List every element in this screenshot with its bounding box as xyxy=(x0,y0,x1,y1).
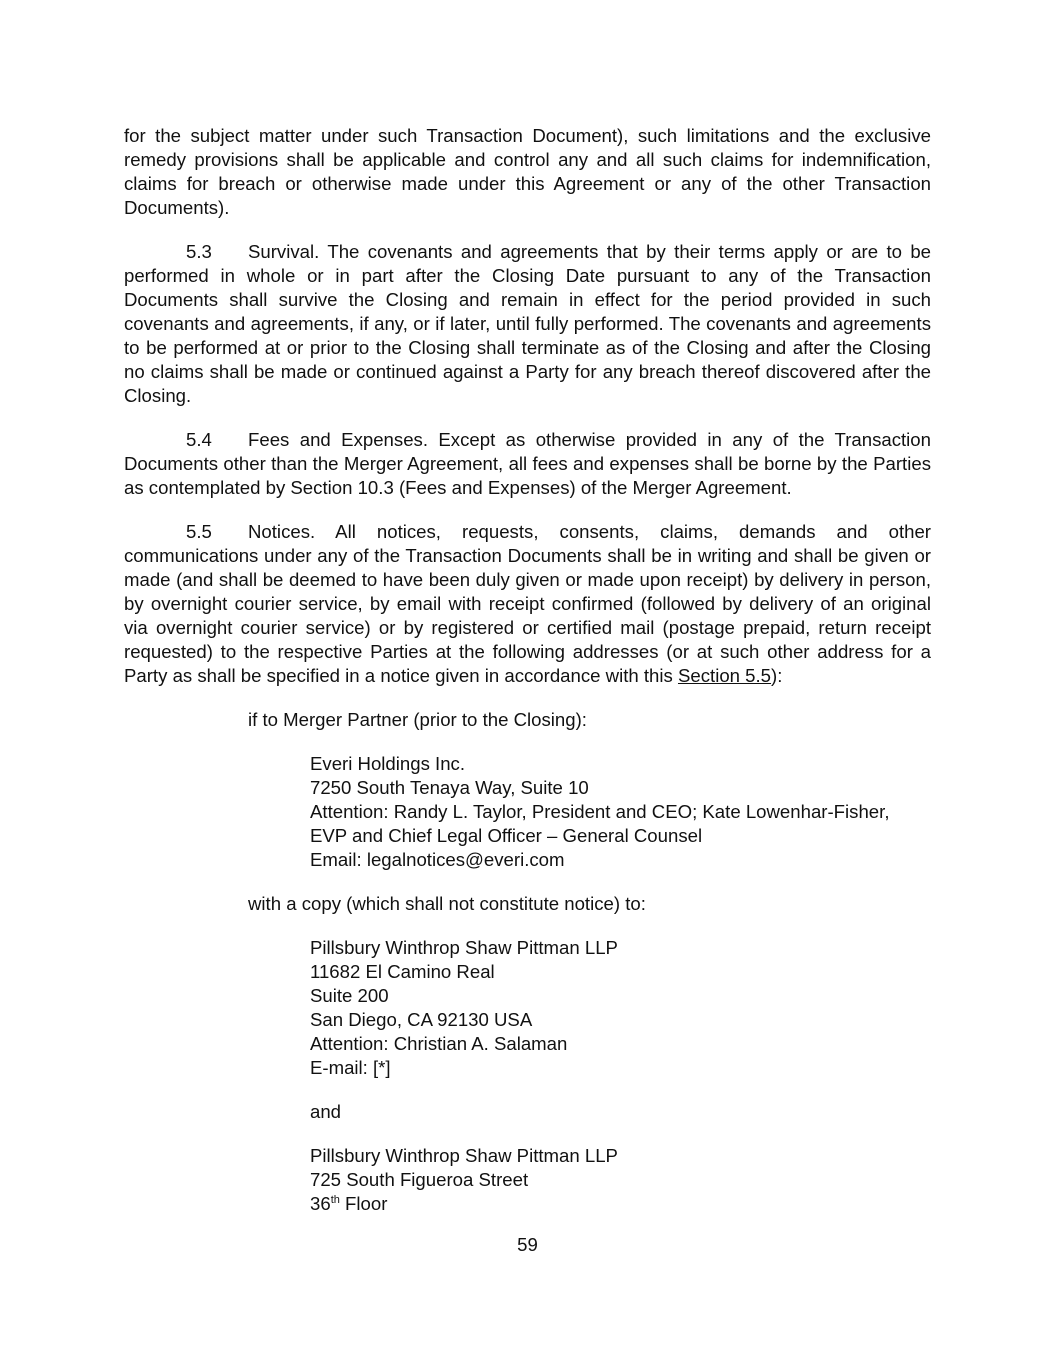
and-connector: and xyxy=(310,1101,342,1122)
section-heading: Notices. xyxy=(248,521,316,542)
section-text: All notices, requests, consents, claims, demands and other communications under any of the Transaction Documents shall be in writing and shall be given or made (and shall be deemed to have been duly given or made upon receipt) by delivery in person, by overnight courier service, by email with receipt confirmed (followed by delivery of an original via overnight courier service) or by registered or certified mail (postage prepaid, return receipt requested) to the respective Parties at the following addresses (or at such other address for a Party as shall be specified in a notice given in accordance with this xyxy=(124,521,931,686)
section-text: Except as otherwise provided in any of the Transaction Documents other than the Merger Agreement, all fees and expenses shall be borne by the Parties as contemplated by Section 10.3 (Fees and Expenses) of the Merger Agreement. xyxy=(124,429,931,498)
address-line: 11682 El Camino Real xyxy=(310,961,495,982)
address-line: Pillsbury Winthrop Shaw Pittman LLP xyxy=(310,937,618,958)
address-everi xyxy=(124,752,931,872)
section-number: 5.4 xyxy=(186,429,212,450)
section-5-5 xyxy=(124,520,931,688)
address-line: Email: legalnotices@everi.com xyxy=(310,849,565,870)
section-5-4 xyxy=(124,428,931,500)
document-page xyxy=(124,124,931,1236)
address-line: San Diego, CA 92130 USA xyxy=(310,1009,533,1030)
section-5-3 xyxy=(124,240,931,408)
address-line: Attention: Randy L. Taylor, President and CEO; Kate Lowenhar-Fisher, xyxy=(310,801,890,822)
copy-intro: with a copy (which shall not constitute notice) to: xyxy=(248,893,646,914)
section-number: 5.5 xyxy=(186,521,212,542)
address-line: 725 South Figueroa Street xyxy=(310,1169,529,1190)
section-heading: Survival. xyxy=(248,241,320,262)
address-pillsbury-san-diego xyxy=(124,936,931,1080)
address-line: 7250 South Tenaya Way, Suite 10 xyxy=(310,777,589,798)
floor-suffix: th xyxy=(330,1193,340,1206)
address-line: Pillsbury Winthrop Shaw Pittman LLP xyxy=(310,1145,618,1166)
address-line: E-mail: [*] xyxy=(310,1057,391,1078)
section-tail: ): xyxy=(771,665,783,686)
address-line: EVP and Chief Legal Officer – General Counsel xyxy=(310,825,703,846)
notice-recipient-intro: if to Merger Partner (prior to the Closing): xyxy=(248,709,587,730)
address-line: Attention: Christian A. Salaman xyxy=(310,1033,568,1054)
floor-number: 36 xyxy=(310,1193,331,1214)
section-number: 5.3 xyxy=(186,241,212,262)
address-line: Everi Holdings Inc. xyxy=(310,753,466,774)
section-text: The covenants and agreements that by their terms apply or are to be performed in whole or in part after the Closing Date pursuant to any of the Transaction Documents shall survive the Closing and remain in effect for the period provided in such covenants and agreements, if any, or if later, until fully performed. The covenants and agreements to be performed at or prior to the Closing shall terminate as of the Closing and after the Closing no claims shall be made or continued against a Party for any breach thereof discovered after the Closing. xyxy=(124,241,931,406)
address-line-floor xyxy=(310,1192,931,1216)
page-number: 59 xyxy=(517,1234,538,1255)
section-heading: Fees and Expenses. xyxy=(248,429,428,450)
intro-paragraph: for the subject matter under such Transaction Document), such limitations and the exclusive remedy provisions shall be applicable and control any and all such claims for indemnification, claims for breach or otherwise made under this Agreement or any of the other Transaction Documents). xyxy=(124,125,931,218)
floor-word: Floor xyxy=(339,1193,388,1214)
section-reference-link: Section 5.5 xyxy=(677,665,772,686)
address-line: Suite 200 xyxy=(310,985,389,1006)
address-pillsbury-los-angeles xyxy=(124,1144,931,1216)
